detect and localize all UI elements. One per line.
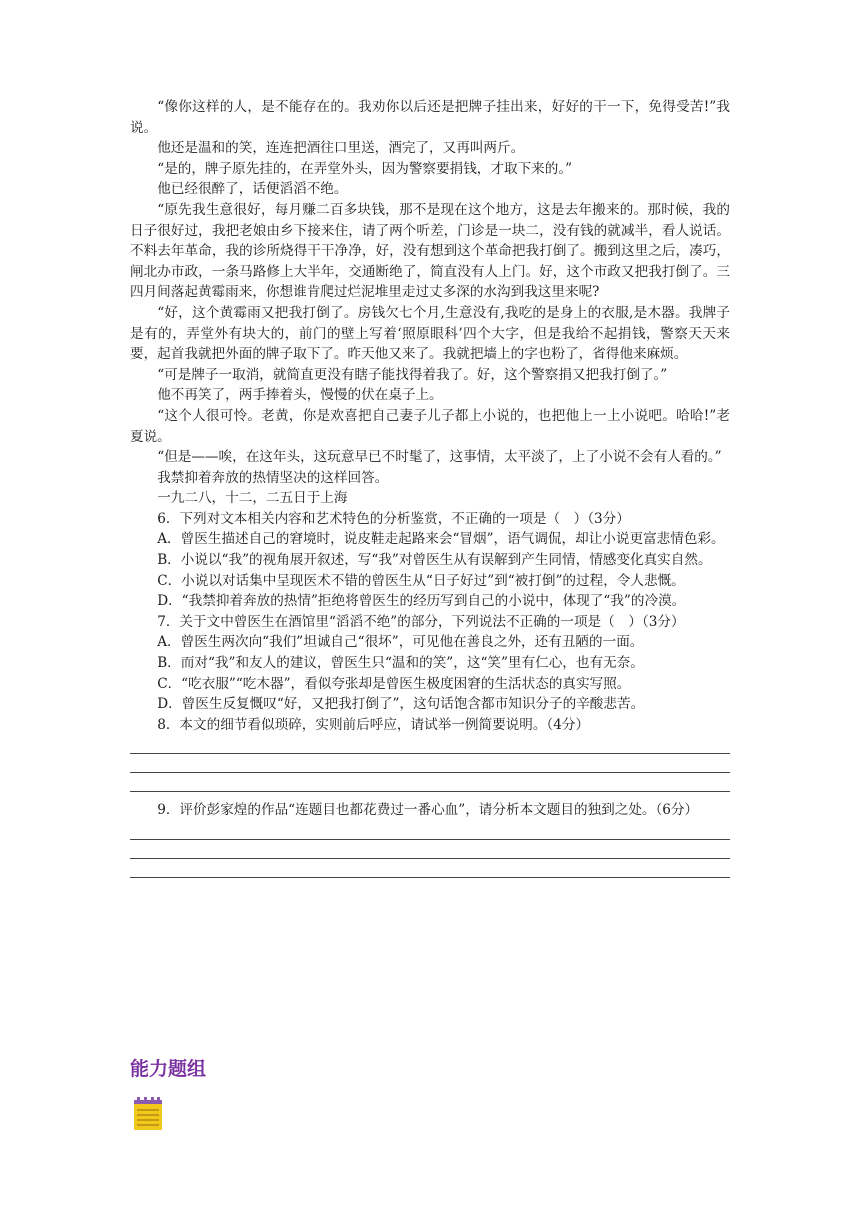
passage-paragraph: “但是——唉，在这年头，这玩意早已不时髦了，这事情，太平淡了，上了小说不会有人看的。” [157,449,722,466]
passage-paragraph: “是的，牌子原先挂的，在弄堂外头，因为警察要捐钱，才取下来的。” [157,160,573,177]
section-title: 能力题组 [130,1058,207,1080]
question-7-option-a: A．曾医生两次向“我们”坦诚自己“很坏”，可见他在善良之外，还有丑陋的一面。 [157,634,644,651]
passage-paragraph: 他已经很醉了，话便滔滔不绝。 [157,181,348,198]
worksheet-body [130,97,730,878]
passage-paragraph: 他不再笑了，两手捧着头，慢慢的伏在桌子上。 [157,387,443,404]
passage-paragraph: “原先我生意很好，每月赚二百多块钱，那不是现在这个地方，这是去年搬来的。那时候，我的日子很好过，我把老娘由乡下接来住，请了两个听差，门诊是一块二，没有钱的就减半，看人说话。不料去年革命，我的诊所烧得干干净净，好，没有想到这个革命把我打倒了。搬到这里之后，凑巧，闸北办市政，一条马路修上大半年，交通断绝了，简直没有人上门。好，这个市政又把我打倒了。三四月间落起黄霉雨来，你想谁肯爬过烂泥堆里走过丈多深的水沟到我这里来呢? [130,201,730,301]
question-6-option-c: C．小说以对话集中呈现医术不错的曾医生从“日子好过”到“被打倒”的过程，令人悲慨。 [157,572,685,589]
passage-paragraph: “像你这样的人，是不能存在的。我劝你以后还是把牌子挂出来，好好的干一下，免得受苦!”我说。 [130,99,730,136]
question-6-option-a: A．曾医生描述自己的窘境时，说皮鞋走起路来会“冒烟”，语气调侃，却让小说更富悲情色彩。 [157,531,725,548]
passage-paragraph: 我禁抑着奔放的热情坚决的这样回答。 [157,469,389,486]
passage-date: 一九二八，十二，二五日于上海 [157,490,348,507]
passage-paragraph: “可是牌子一取消，就简直更没有瞎子能找得着我了。好，这个警察捐又把我打倒了。” [157,366,668,383]
question-9-stem: 9．评价彭家煌的作品“连题目也都花费过一番心血”，请分析本文题目的独到之处。（6分） [157,802,699,819]
answer-line[interactable] [130,754,730,773]
question-8-stem: 8．本文的细节看似琐碎，实则前后呼应，请试举一例简要说明。（4分） [157,716,590,733]
question-7-stem: 7．关于文中曾医生在酒馆里“滔滔不绝”的部分，下列说法不正确的一项是（ ）（3分） [157,613,685,630]
question-7-option-d: D．曾医生反复慨叹“好，又把我打倒了”，这句话饱含都市知识分子的辛酸悲苦。 [157,696,645,713]
answer-line[interactable] [130,821,730,840]
passage-paragraph: 他还是温和的笑，连连把酒往口里送，酒完了，又再叫两斤。 [157,140,525,157]
question-7-option-b: B．而对“我”和友人的建议，曾医生只“温和的笑”，这“笑”里有仁心，也有无奈。 [157,655,644,672]
question-6-option-b: B．小说以“我”的视角展开叙述，写“我”对曾医生从有误解到产生同情，情感变化真实自然。 [157,552,712,569]
passage-paragraph: “这个人很可怜。老黄，你是欢喜把自己妻子儿子都上小说的，也把他上一上小说吧。哈哈!”老夏说。 [130,407,730,445]
answer-line[interactable] [130,840,730,859]
answer-line[interactable] [130,859,730,878]
answer-line[interactable] [130,735,730,754]
passage-paragraph: “好，这个黄霉雨又把我打倒了。房钱欠七个月,生意没有,我吃的是身上的衣服,是木器。我牌子是有的，弄堂外有块大的，前门的壁上写着‘照原眼科’四个大字，但是我给不起捐钱，警察天天来要，起首我就把外面的牌子取下了。昨天他又来了。我就把墙上的字也粉了，省得他来麻烦。 [130,304,730,363]
question-6-stem: 6．下列对文本相关内容和艺术特色的分析鉴赏，不正确的一项是（ ）（3分） [157,510,630,527]
answer-line[interactable] [130,773,730,792]
question-7-option-c: C．“吃衣服”“吃木器”，看似夸张却是曾医生极度困窘的生活状态的真实写照。 [157,675,631,692]
notepad-icon [133,1097,163,1131]
question-6-option-d: D．“我禁抑着奔放的热情”拒绝将曾医生的经历写到自己的小说中，体现了“我”的冷漠。 [157,593,686,610]
